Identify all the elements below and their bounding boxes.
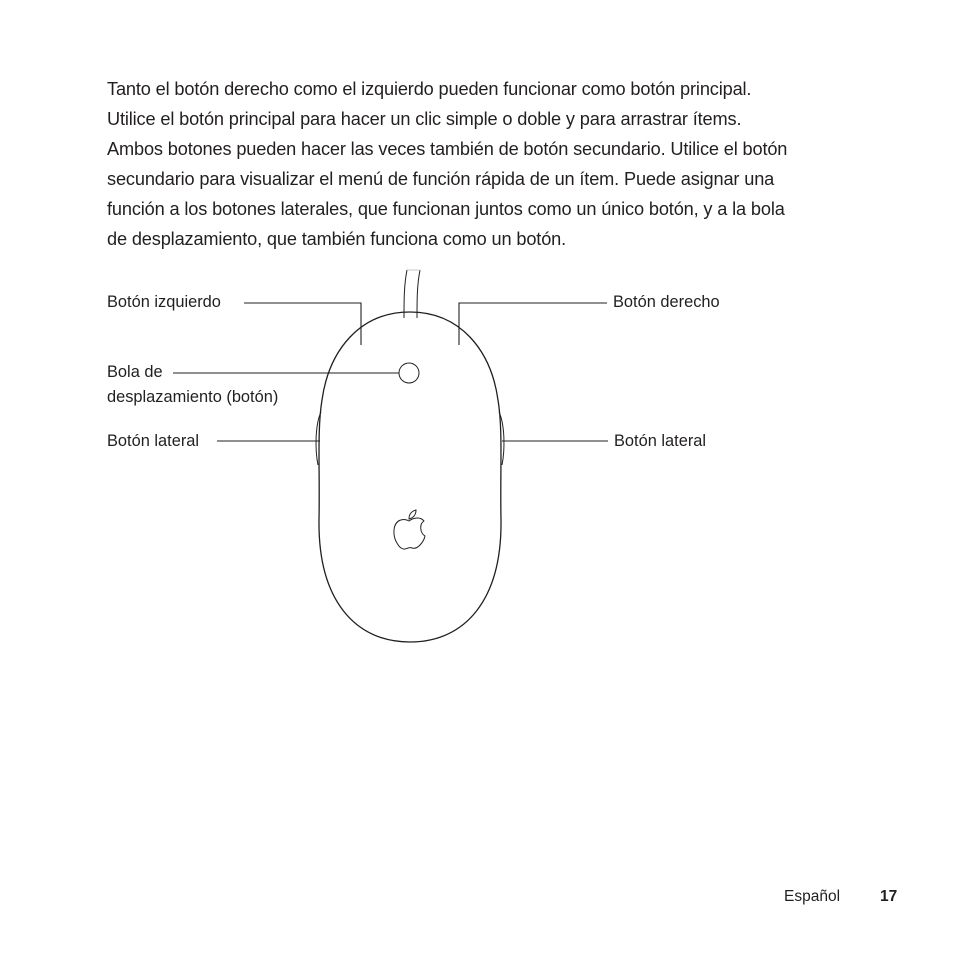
label-left-button: Botón izquierdo bbox=[107, 293, 221, 311]
label-side-button-right: Botón lateral bbox=[614, 432, 707, 450]
label-scroll-ball bbox=[107, 360, 278, 409]
mouse-icon bbox=[316, 270, 504, 642]
paragraph-line: función a los botones laterales, que funcionan juntos como un único botón, y a la bola bbox=[107, 199, 785, 219]
callout-line-left-button bbox=[244, 303, 361, 345]
page-number: 17 bbox=[880, 888, 898, 905]
label-scroll-ball-line1: Bola de bbox=[107, 363, 163, 381]
paragraph-line: de desplazamiento, que también funciona como un botón. bbox=[107, 229, 567, 249]
label-right-button: Botón derecho bbox=[613, 293, 720, 311]
callout-line-right-button bbox=[459, 303, 607, 345]
scroll-ball bbox=[399, 363, 419, 383]
label-scroll-ball-line2: desplazamiento (botón) bbox=[107, 387, 279, 406]
apple-logo-icon bbox=[394, 510, 425, 549]
mouse-body bbox=[319, 312, 501, 642]
paragraph-line: Tanto el botón derecho como el izquierdo pueden funcionar como botón principal. bbox=[107, 79, 752, 99]
mouse-cable bbox=[404, 270, 407, 318]
label-side-button-left: Botón lateral bbox=[107, 432, 200, 450]
paragraph-line: Ambos botones pueden hacer las veces también de botón secundario. Utilice el botón bbox=[107, 139, 788, 159]
paragraph-line: Utilice el botón principal para hacer un clic simple o doble y para arrastrar ítems. bbox=[107, 109, 742, 129]
footer-language: Español bbox=[784, 888, 841, 905]
paragraph-line: secundario para visualizar el menú de función rápida de un ítem. Puede asignar una bbox=[107, 169, 775, 189]
mouse-cable bbox=[417, 270, 420, 318]
